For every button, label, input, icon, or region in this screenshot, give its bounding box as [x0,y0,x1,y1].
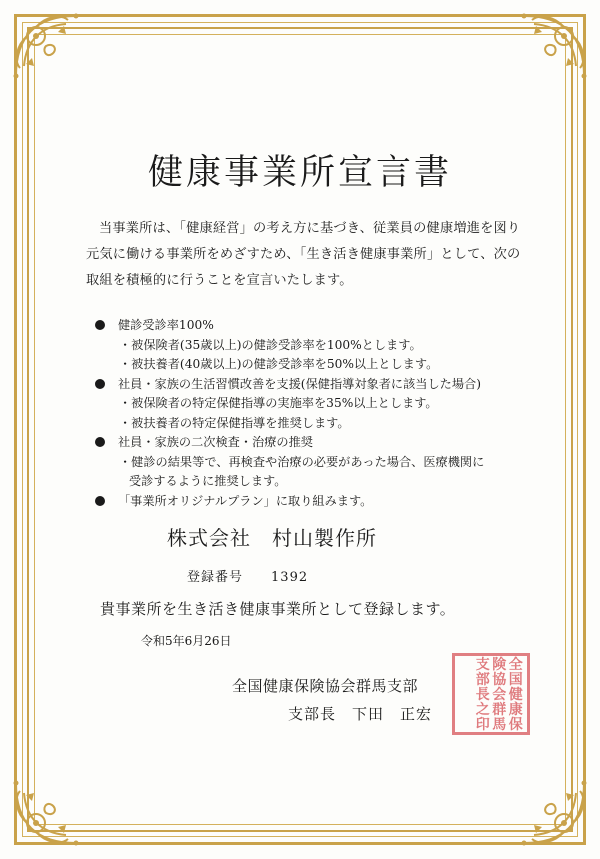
list-item [95,316,535,336]
item-heading: 社員・家族の二次検査・治療の推奨 [118,435,313,449]
corner-ornament-icon [498,6,594,102]
seal-char: 馬 [492,717,507,733]
list-item [95,375,535,395]
seal-char [458,673,475,688]
item-heading: 健診受診率100% [118,318,214,332]
intro-paragraph [86,216,526,294]
document-title: 健康事業所宣言書 [147,153,452,193]
seal-char: 康 [508,702,523,718]
registration-label: 登録番号 [187,570,244,585]
item-line: ・被保険者の特定保健指導の実施率を35%以上とします。 [119,396,438,410]
official-seal-icon [452,653,530,735]
company-name: 株式会社 村山製作所 [167,526,377,550]
bullet-icon [95,437,105,447]
issue-date: 令和5年6月26日 [141,634,232,648]
seal-char: 長 [475,687,490,703]
bullet-icon [95,379,105,389]
seal-char [458,718,475,733]
bullet-icon [95,496,105,506]
item-line: ・健診の結果等で、再検査や治療の必要があった場合、医療機関に [119,454,485,469]
corner-ornament-icon [6,6,102,102]
registration-number: 1392 [271,570,309,585]
seal-char [458,658,475,673]
list-item [95,492,535,512]
seal-char [458,688,475,703]
seal-char: 全 [508,657,523,673]
item-heading: 「事業所オリジナルプラン」に取り組みます。 [118,493,373,508]
corner-ornament-icon [6,757,102,853]
intro-text: 当事業所は、「健康経営」の考え方に基づき、従業員の健康増進を図り元気に働ける事業所をめざすため、「生き活き健康事業所」として、次の取組を積極的に行うことを宣言いたします。 [86,221,521,288]
commitment-list [95,316,535,511]
seal-char [458,703,475,718]
corner-ornament-icon [498,757,594,853]
registration-line [187,566,308,585]
item-line: ・被扶養者の特定保健指導を推奨します。 [119,415,350,430]
officer-title: 支部長 [288,705,337,723]
seal-char: 部 [475,672,490,688]
officer-line [288,703,432,724]
seal-char: 協 [492,672,507,688]
bullet-icon [95,320,105,330]
seal-char: 国 [508,672,523,688]
seal-char: 健 [508,687,523,703]
item-line: 受診するように推奨します。 [129,474,287,488]
seal-char: 之 [475,702,490,718]
item-heading: 社員・家族の生活習慣改善を支援(保健指導対象者に該当した場合) [118,376,481,391]
seal-char: 険 [492,657,507,673]
officer-name: 下田 正宏 [352,705,433,723]
seal-char: 支 [475,657,490,673]
seal-char: 保 [508,717,523,733]
registration-statement: 貴事業所を生き活き健康事業所として登録します。 [100,600,456,618]
seal-char: 群 [492,702,507,718]
seal-char: 印 [475,717,490,733]
seal-char: 会 [492,687,507,703]
item-line: ・被保険者(35歳以上)の健診受診率を100%とします。 [119,337,422,352]
item-line: ・被扶養者(40歳以上)の健診受診率を50%以上とします。 [119,357,439,371]
issuer-name: 全国健康保険協会群馬支部 [232,677,419,695]
list-item [95,433,535,453]
